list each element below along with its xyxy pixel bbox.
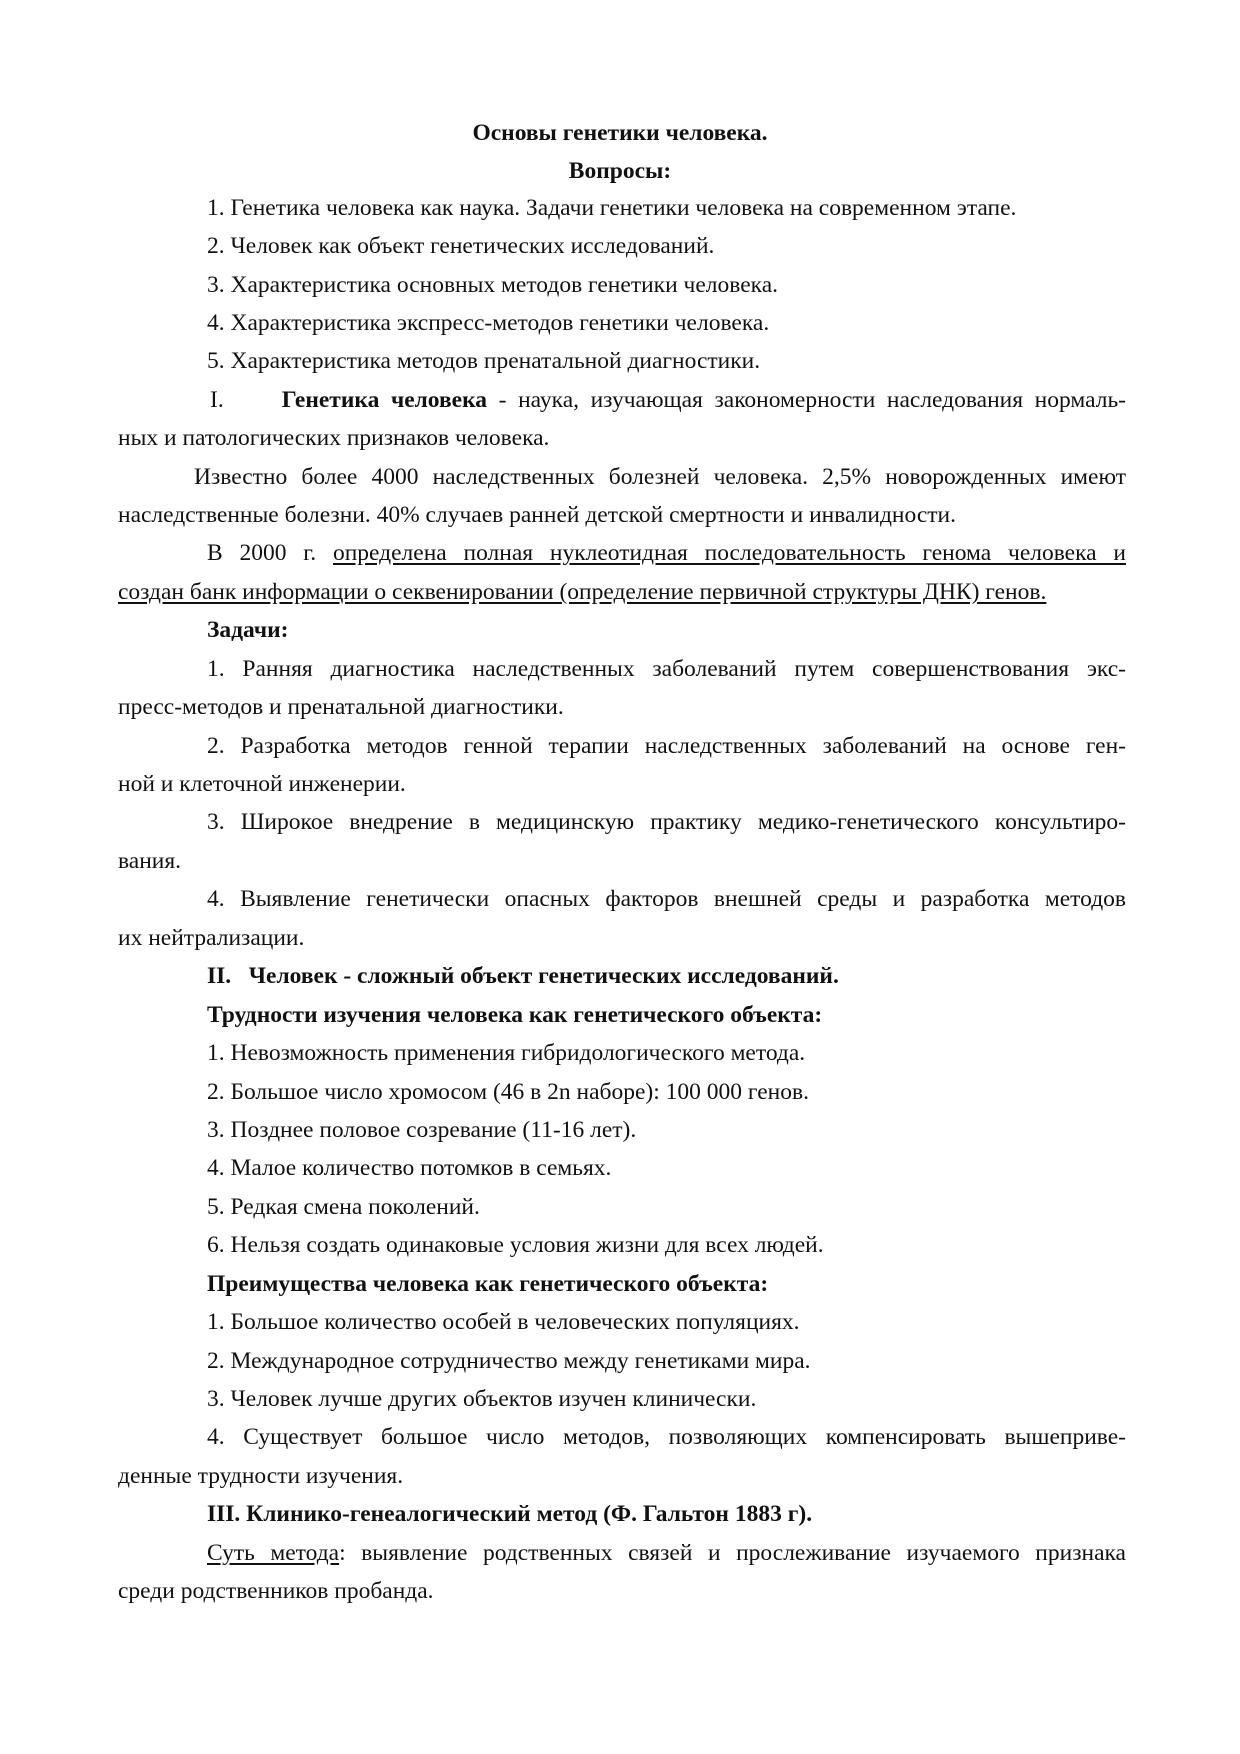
question-item: 1. Генетика человека как наука. Задачи генетики человека на современном этапе.: [207, 195, 1017, 221]
question-item: 5. Характеристика методов пренатальной диагностики.: [207, 348, 761, 374]
difficulties-heading: Трудности изучения человека как генетического объекта:: [207, 1002, 823, 1028]
task-item-line2: ной и клеточной инженерии.: [118, 771, 406, 797]
difficulty-item: 1. Невозможность применения гибридологического метода.: [207, 1040, 806, 1066]
task-item-line1: 2. Разработка методов генной терапии наследственных заболеваний на основе ген-: [207, 733, 1126, 759]
question-item: 3. Характеристика основных методов генетики человека.: [207, 272, 779, 298]
advantage-item-line1: 4. Существует большое число методов, позволяющих компенсировать вышеприве-: [207, 1424, 1126, 1450]
difficulty-item: 4. Малое количество потомков в семьях.: [207, 1155, 612, 1181]
section3-essence-line2: среди родственников пробанда.: [118, 1578, 434, 1604]
section3-essence-label: Суть метода: [207, 1540, 340, 1566]
section1-definition: - наука, изучающая закономерности наследования нормаль-: [487, 387, 1126, 413]
section3-essence-text: : выявление родственных связей и прослеживание изучаемого признака: [339, 1540, 1126, 1566]
section1-definition-line1: [210, 385, 1126, 415]
task-item-line1: 1. Ранняя диагностика наследственных заболеваний путем совершенствования экс-: [207, 656, 1126, 682]
section1-year-line1: [207, 538, 1126, 568]
section1-numeral: I.: [210, 387, 224, 413]
section3-heading: III. Клинико-генеалогический метод (Ф. Гальтон 1883 г).: [207, 1501, 813, 1527]
difficulty-item: 2. Большое число хромосом (46 в 2n наборе): 100 000 генов.: [207, 1079, 809, 1105]
advantages-heading: Преимущества человека как генетического объекта:: [207, 1271, 769, 1297]
difficulty-item: 3. Позднее половое созревание (11-16 лет).: [207, 1117, 637, 1143]
document-title: Основы генетики человека.: [472, 120, 768, 146]
task-item-line2: вания.: [118, 848, 182, 874]
advantage-item-line2: денные трудности изучения.: [118, 1463, 404, 1489]
task-item-line1: 4. Выявление генетически опасных факторов внешней среды и разработка методов: [207, 886, 1126, 912]
difficulty-item: 6. Нельзя создать одинаковые условия жизни для всех людей.: [207, 1232, 824, 1258]
task-item-line1: 3. Широкое внедрение в медицинскую практику медико-генетического консультиро-: [207, 809, 1126, 835]
question-item: 2. Человек как объект генетических исследований.: [207, 233, 715, 259]
task-item-line2: пресс-методов и пренатальной диагностики.: [118, 694, 564, 720]
advantage-item: 1. Большое количество особей в человеческих популяциях.: [207, 1309, 800, 1335]
difficulty-item: 5. Редкая смена поколений.: [207, 1194, 480, 1220]
section1-year-line2: создан банк информации о секвенировании (определение первичной структуры ДНК) генов.: [118, 579, 1047, 605]
section1-genome-statement: определена полная нуклеотидная последовательность генома человека и: [332, 540, 1126, 566]
section1-term: Генетика человека: [281, 387, 488, 413]
question-item: 4. Характеристика экспресс-методов генетики человека.: [207, 310, 770, 336]
advantage-item: 3. Человек лучше других объектов изучен клинически.: [207, 1386, 757, 1412]
section1-stats-line1: Известно более 4000 наследственных болезней человека. 2,5% новорожденных имеют: [194, 464, 1126, 490]
section1-definition-line2: ных и патологических признаков человека.: [118, 425, 550, 451]
questions-heading: Вопросы:: [568, 158, 672, 184]
section3-essence-line1: [207, 1538, 1126, 1568]
advantage-item: 2. Международное сотрудничество между генетиками мира.: [207, 1348, 811, 1374]
section1-stats-line2: наследственные болезни. 40% случаев ранней детской смертности и инвалидности.: [118, 502, 956, 528]
section2-heading: II. Человек - сложный объект генетических исследований.: [207, 963, 839, 989]
task-item-line2: их нейтрализации.: [118, 925, 305, 951]
tasks-heading: Задачи:: [207, 617, 289, 643]
section1-year-prefix: В 2000 г.: [207, 540, 333, 566]
